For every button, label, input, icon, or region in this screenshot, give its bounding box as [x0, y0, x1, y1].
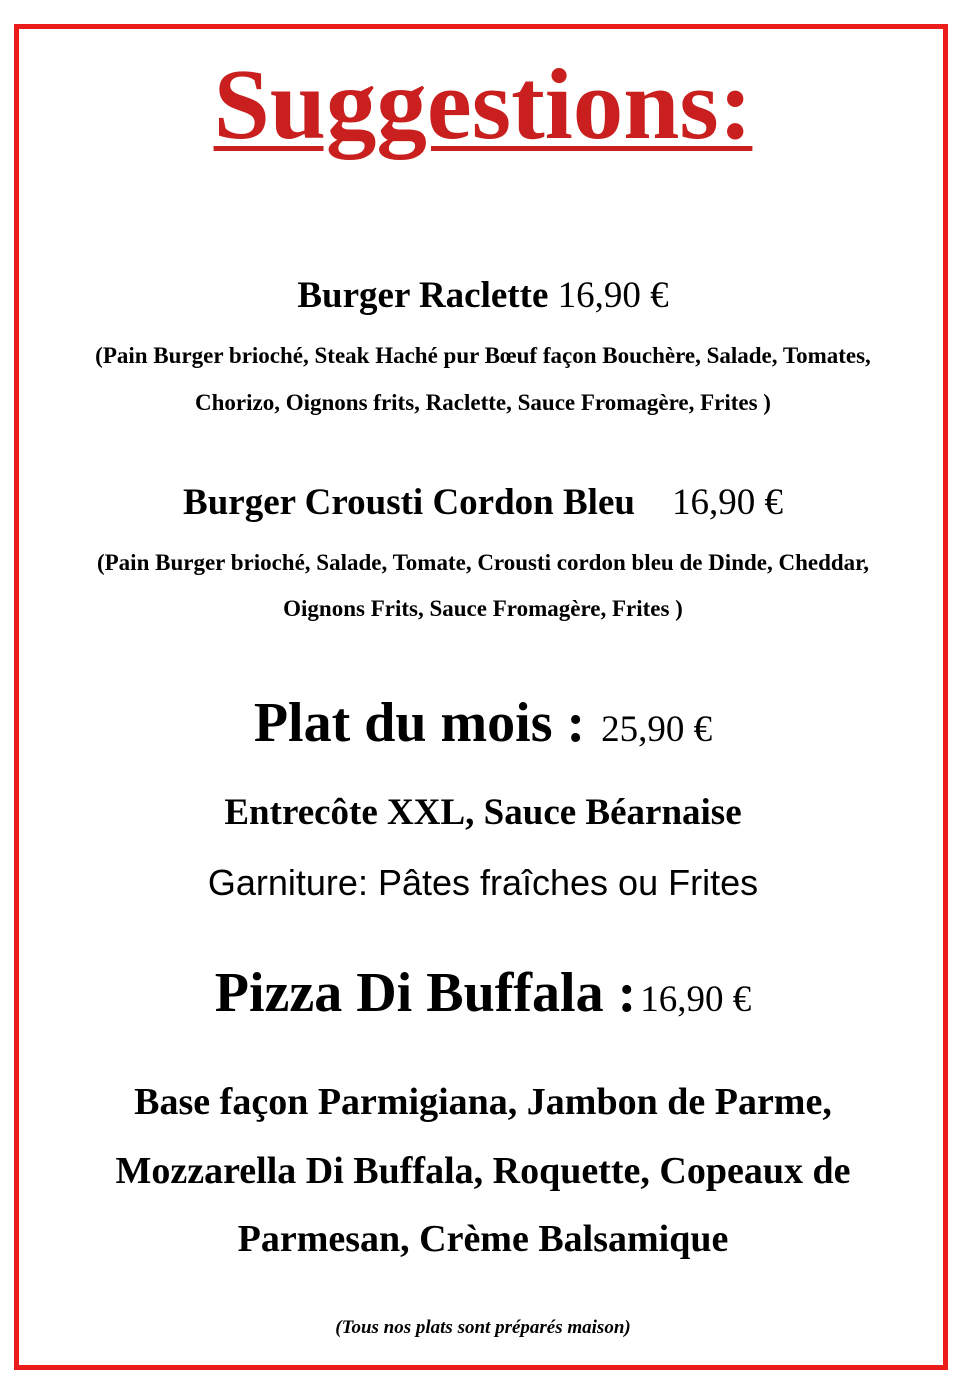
- pizza-price: 16,90 €: [640, 979, 752, 1020]
- title-text: Suggestions:: [213, 48, 753, 160]
- pizza-description-line: Base façon Parmigiana, Jambon de Parme,: [134, 1081, 832, 1123]
- item-name: Burger Raclette: [297, 275, 549, 316]
- plat-du-mois-label: Plat du mois :: [253, 692, 586, 754]
- footnote: (Tous nos plats sont préparés maison): [335, 1317, 631, 1338]
- page-title: [0, 46, 966, 162]
- item-description-line: (Pain Burger brioché, Salade, Tomate, Crousti cordon bleu de Dinde, Cheddar,: [96, 550, 870, 575]
- pizza-label: Pizza Di Buffala :: [214, 962, 637, 1024]
- plat-du-mois-garniture: Garniture: Pâtes fraîches ou Frites: [207, 862, 759, 903]
- plat-du-mois-heading: [0, 690, 966, 757]
- menu-item-heading: [0, 274, 966, 318]
- plat-du-mois-price: 25,90 €: [601, 709, 713, 750]
- pizza-heading: [0, 960, 966, 1027]
- pizza-description-line: Parmesan, Crème Balsamique: [237, 1218, 729, 1260]
- item-name: Burger Crousti Cordon Bleu: [183, 482, 635, 523]
- item-description-line: (Pain Burger brioché, Steak Haché pur Bœuf façon Bouchère, Salade, Tomates,: [95, 343, 871, 368]
- menu-item-heading: [0, 481, 966, 525]
- item-description-line: Chorizo, Oignons frits, Raclette, Sauce Fromagère, Frites ): [195, 390, 771, 415]
- item-price: 16,90 €: [557, 275, 669, 316]
- pizza-description-line: Mozzarella Di Buffala, Roquette, Copeaux de: [115, 1150, 851, 1192]
- plat-du-mois-dish: Entrecôte XXL, Sauce Béarnaise: [224, 792, 742, 833]
- item-price: 16,90 €: [671, 482, 783, 523]
- item-description-line: Oignons Frits, Sauce Fromagère, Frites ): [283, 596, 683, 621]
